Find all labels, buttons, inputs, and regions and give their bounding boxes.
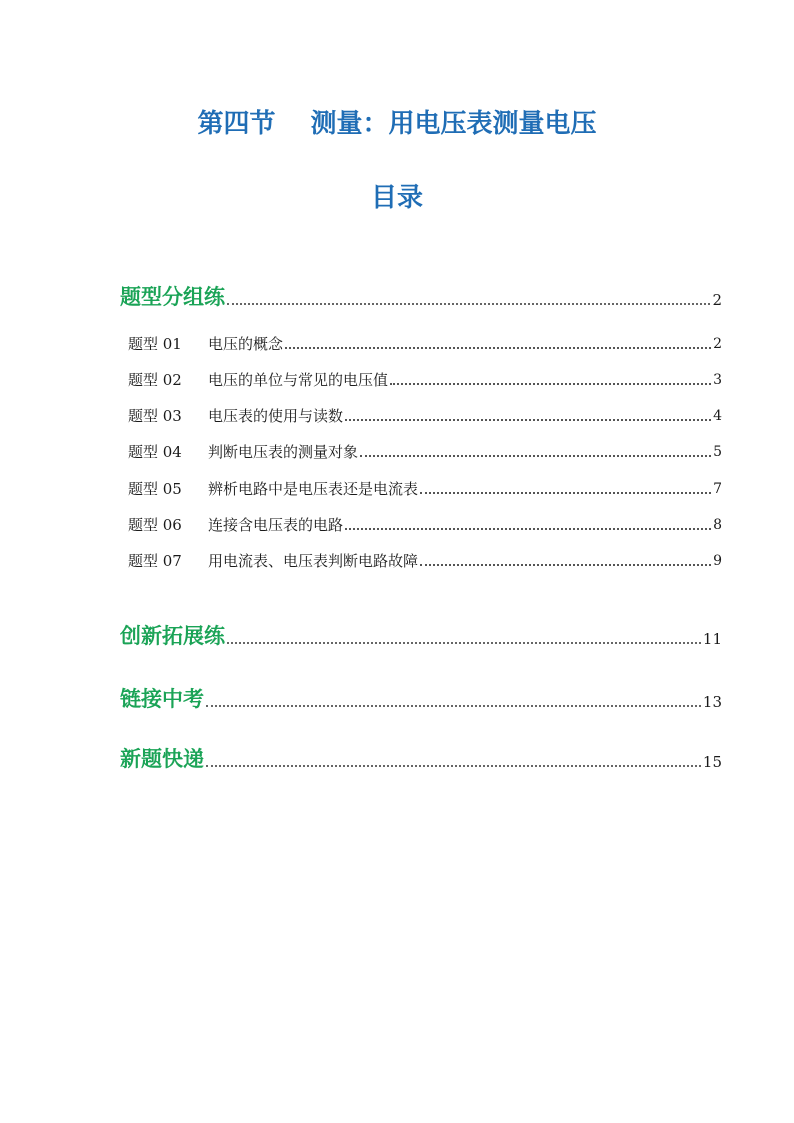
toc-item-label: 电压表的使用与读数 bbox=[208, 407, 344, 425]
toc-page-number: 8 bbox=[713, 517, 722, 533]
dot-leader bbox=[227, 642, 701, 644]
toc-item-code: 题型 06 bbox=[128, 516, 182, 534]
toc-item-04[interactable] bbox=[128, 439, 722, 463]
toc-item-label: 辨析电路中是电压表还是电流表 bbox=[208, 480, 419, 498]
dot-leader bbox=[420, 564, 711, 566]
toc-heading: 目录 bbox=[370, 183, 423, 213]
toc-item-code: 题型 02 bbox=[128, 371, 182, 389]
dot-leader bbox=[206, 765, 701, 767]
dot-leader bbox=[206, 705, 701, 707]
toc-item-01[interactable] bbox=[128, 331, 722, 355]
toc-page-number: 11 bbox=[702, 630, 722, 648]
toc-page-number: 3 bbox=[713, 372, 722, 388]
dot-leader bbox=[227, 303, 710, 305]
toc-page-number: 7 bbox=[713, 481, 722, 497]
toc-section-group-practice[interactable] bbox=[120, 278, 722, 312]
toc-page-number: 9 bbox=[713, 553, 722, 569]
page-title: 第四节 测量：用电压表测量电压 bbox=[197, 109, 597, 139]
toc-item-label: 连接含电压表的电路 bbox=[208, 516, 344, 534]
toc-section-new-questions[interactable] bbox=[120, 740, 722, 774]
toc-item-code: 题型 01 bbox=[128, 335, 182, 353]
toc-section-exam-link[interactable] bbox=[120, 680, 722, 714]
toc-item-label: 判断电压表的测量对象 bbox=[208, 443, 359, 461]
toc-item-07[interactable] bbox=[128, 548, 722, 572]
toc-item-code: 题型 05 bbox=[128, 480, 182, 498]
toc-page-number: 13 bbox=[702, 693, 722, 711]
toc-item-06[interactable] bbox=[128, 512, 722, 536]
toc-section-label: 创新拓展练 bbox=[120, 624, 225, 648]
toc-section-label: 链接中考 bbox=[120, 687, 204, 711]
toc-item-05[interactable] bbox=[128, 476, 722, 500]
toc-section-innovation-practice[interactable] bbox=[120, 617, 722, 651]
dot-leader bbox=[360, 455, 711, 457]
toc-page-number: 2 bbox=[713, 336, 722, 352]
dot-leader bbox=[345, 419, 711, 421]
toc-item-02[interactable] bbox=[128, 367, 722, 391]
toc-section-label: 新题快递 bbox=[120, 747, 204, 771]
toc-item-code: 题型 07 bbox=[128, 552, 182, 570]
toc-page-number: 2 bbox=[712, 291, 722, 309]
toc-item-label: 用电流表、电压表判断电路故障 bbox=[208, 552, 419, 570]
toc-page-number: 15 bbox=[702, 753, 722, 771]
toc-page-number: 5 bbox=[713, 444, 722, 460]
toc-item-code: 题型 04 bbox=[128, 443, 182, 461]
toc-item-code: 题型 03 bbox=[128, 407, 182, 425]
dot-leader bbox=[420, 492, 711, 494]
dot-leader bbox=[390, 383, 711, 385]
toc-item-label: 电压的单位与常见的电压值 bbox=[208, 371, 389, 389]
toc-item-03[interactable] bbox=[128, 403, 722, 427]
dot-leader bbox=[285, 347, 711, 349]
toc-section-label: 题型分组练 bbox=[120, 285, 225, 309]
dot-leader bbox=[345, 528, 711, 530]
toc-page-number: 4 bbox=[713, 408, 722, 424]
toc-item-label: 电压的概念 bbox=[208, 335, 284, 353]
